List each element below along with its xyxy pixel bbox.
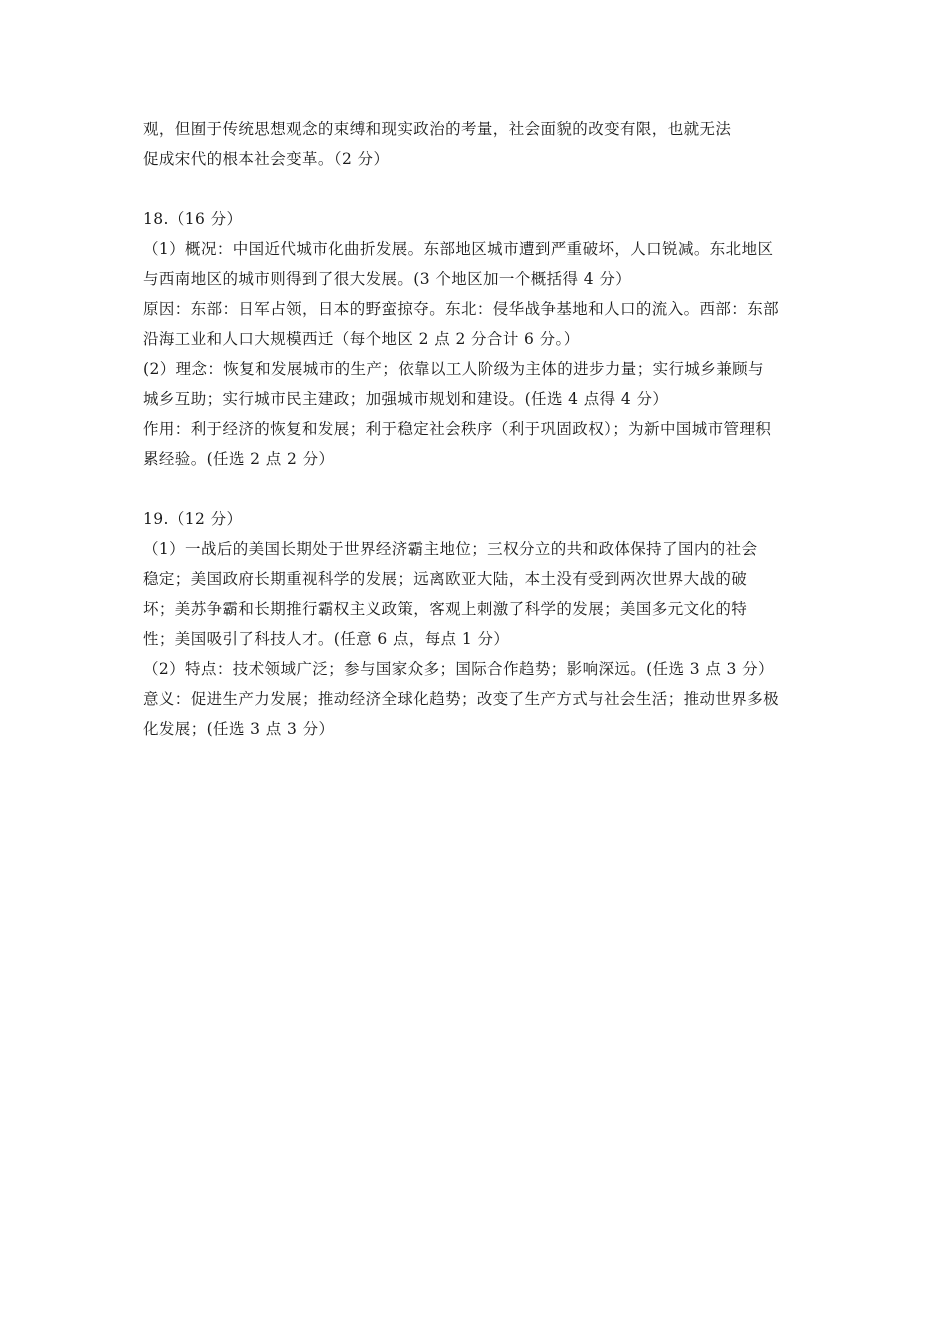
- answer-line: (2）理念：恢复和发展城市的生产；依靠以工人阶级为主体的进步力量；实行城乡兼顾与: [143, 360, 764, 378]
- answer-line: （1）一战后的美国长期处于世界经济霸主地位；三权分立的共和政体保持了国内的社会: [143, 540, 758, 558]
- question-19-heading: 19.（12 分）: [143, 510, 243, 528]
- answer-line: 稳定；美国政府长期重视科学的发展；远离欧亚大陆，本土没有受到两次世界大战的破: [143, 570, 748, 588]
- answer-line: 城乡互助；实行城市民主建政；加强城市规划和建设。(任选 4 点得 4 分）: [143, 390, 669, 408]
- answer-line: 坏；美苏争霸和长期推行霸权主义政策，客观上刺激了科学的发展；美国多元文化的特: [143, 600, 748, 618]
- answer-line: 意义：促进生产力发展；推动经济全球化趋势；改变了生产方式与社会生活；推动世界多极: [143, 690, 780, 708]
- question-18-heading: 18.（16 分）: [143, 210, 243, 228]
- answer-line: 与西南地区的城市则得到了很大发展。(3 个地区加一个概括得 4 分）: [143, 270, 632, 288]
- answer-line: （1）概况：中国近代城市化曲折发展。东部地区城市遭到严重破坏，人口锐减。东北地区: [143, 240, 774, 258]
- answer-line: 作用：利于经济的恢复和发展；利于稳定社会秩序（利于巩固政权）；为新中国城市管理积: [143, 420, 772, 438]
- answer-line: 沿海工业和人口大规模西迁（每个地区 2 点 2 分合计 6 分。）: [143, 330, 580, 348]
- answer-line: 原因：东部：日军占领，日本的野蛮掠夺。东北：侵华战争基地和人口的流入。西部：东部: [143, 300, 780, 318]
- answer-line: （2）特点：技术领域广泛；参与国家众多；国际合作趋势；影响深远。(任选 3 点 3 分）: [143, 660, 774, 678]
- answer-line: 化发展；(任选 3 点 3 分）: [143, 720, 335, 738]
- answer-line: 累经验。(任选 2 点 2 分）: [143, 450, 335, 468]
- paragraph-line: 促成宋代的根本社会变革。（2 分）: [143, 150, 390, 168]
- answer-line: 性；美国吸引了科技人才。(任意 6 点，每点 1 分）: [143, 630, 510, 648]
- paragraph-line: 观，但囿于传统思想观念的束缚和现实政治的考量，社会面貌的改变有限，也就无法: [143, 120, 732, 138]
